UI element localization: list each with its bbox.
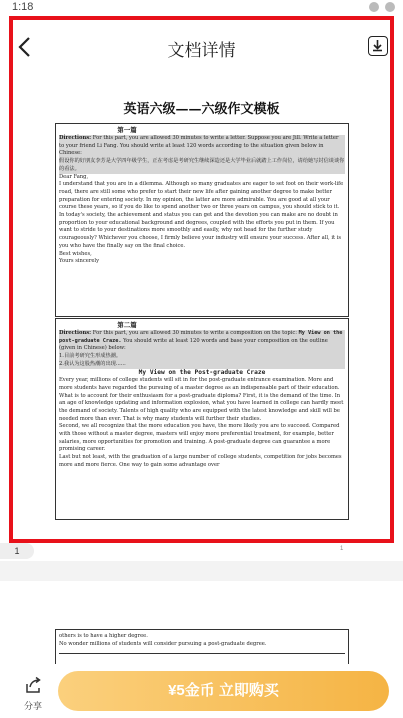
essay-2-outline-item: 1.目前考研究生形成热潮。 — [59, 353, 345, 361]
page-2-rule — [59, 653, 345, 654]
essay-1-directions — [59, 135, 345, 158]
page-divider — [0, 561, 403, 581]
essay-1-prompt-cn: 假设你的好朋友李芳是大学四年级学生，正在考虑是考研究生继续深造还是大学毕业后就踏上工作岗位，请给她写封信谈谈你的看法。 — [59, 158, 345, 172]
page-marker: 1 — [340, 546, 344, 552]
essay-2-paragraph: Second, we all recognize that the more education you have, the more likely you are to succeed. Compared with those without a master degree, masters will enjoy more preferential treatment, for example, better salaries, more opportunities for promotion and training. A post-graduate degree can guarantee a more promising career. — [59, 423, 340, 453]
nav-bar — [13, 24, 390, 70]
essay-1-heading: 第一篇 — [117, 126, 137, 134]
bottom-action-bar — [0, 664, 403, 718]
page-number-badge: 1 — [0, 543, 34, 559]
essay-2-paragraph: Every year, millions of college students will sit in for the post-graduate entrance examination. More and more students have regarded the pursuing of a master degree as an indispensable part of their education. — [59, 377, 340, 391]
status-time: 1:18 — [12, 1, 34, 13]
share-icon — [24, 676, 42, 694]
essay-2-outline-item: 2.我认为这股热潮的出现...... — [59, 361, 345, 369]
page-title: 文档详情 — [167, 41, 236, 60]
essay-2-heading: 第二篇 — [117, 321, 137, 329]
essay-2-directions-text-b: You should write at least 120 words and base your composition on the outline (given in Chinese) below: — [59, 337, 328, 352]
signal-icon — [369, 2, 379, 12]
essay-1-directions-text: For this part, you are allowed 30 minutes to write a letter. Suppose you are Jill. Write a letter to your friend Li Fang. You should write at least 120 words according to the situation given below in Chinese: — [59, 135, 339, 157]
essay-2-page — [55, 318, 349, 520]
download-icon[interactable] — [368, 36, 388, 56]
essay-1-line: Best wishes, — [59, 250, 92, 257]
buy-now-button[interactable]: ¥5金币 立即购买 — [58, 671, 389, 711]
essay-2-directions-text-a: For this part, you are allowed 30 minutes to write a composition on the topic: — [92, 330, 297, 336]
page-2-preview — [55, 629, 349, 669]
essay-2-subtitle: My View on the Post-graduate Craze — [138, 368, 266, 376]
essay-1-line: Yours sincerely — [59, 258, 100, 265]
page-2-line: No wonder millions of students will consider pursuing a post-graduate degree. — [59, 641, 267, 647]
document-title: 英语六级——六级作文模板 — [123, 102, 280, 117]
essay-2-directions-label: Directions: — [59, 330, 92, 336]
essay-2-topic: My View on the post-graduate Craze. — [59, 330, 343, 344]
share-label: 分享 — [23, 701, 42, 711]
essay-2-paragraph: What is to account for their enthusiasm for a post-graduate diploma? First, it is the demand of the time. In an age of knowledge updating and information explosion, what you have learned in college can hardly meet the demand of society. Talents of high quality who are equipped with the latest knowledge and skill will be needed more than ever. That is why many students will further their studies. — [59, 392, 344, 422]
essay-1-line: Dear Fang, — [59, 173, 89, 180]
status-icons — [369, 2, 395, 12]
essay-2-directions — [59, 330, 345, 353]
essay-1-page — [55, 123, 349, 317]
essay-1-directions-label: Directions: — [59, 135, 92, 141]
page-2-line: others is to have a higher degree. — [59, 633, 148, 639]
essay-1-paragraph: I understand that you are in a dilemma. Although so many graduates are eager to set foot on their work-life road, there are still some who prefer to start their new life after gaining another degree to make better preparation for entering society. In my opinion, the latter are more admirable. You are good at all your course these years, so if you do like to spend another two or three years on campus, you should stick to it. In today's society, the achievement and status you can get and the devotion you can make are no doubt in proportion to your educational background and degrees, coupled with the efforts you put in them. If you want to stride to your destinations more smoothly and easily, why not head for the further study courageously? Whichever you choose, I firmly believe your industry will ensure your success. After all, it is you who have the finally say on the final choice. — [59, 181, 344, 249]
battery-icon — [385, 2, 395, 12]
share-button[interactable] — [16, 674, 50, 714]
essay-2-paragraph: Last but not least, with the graduation of a large number of college students, competition for jobs becomes more and more fierce. One way to gain some advantage over — [59, 454, 342, 468]
